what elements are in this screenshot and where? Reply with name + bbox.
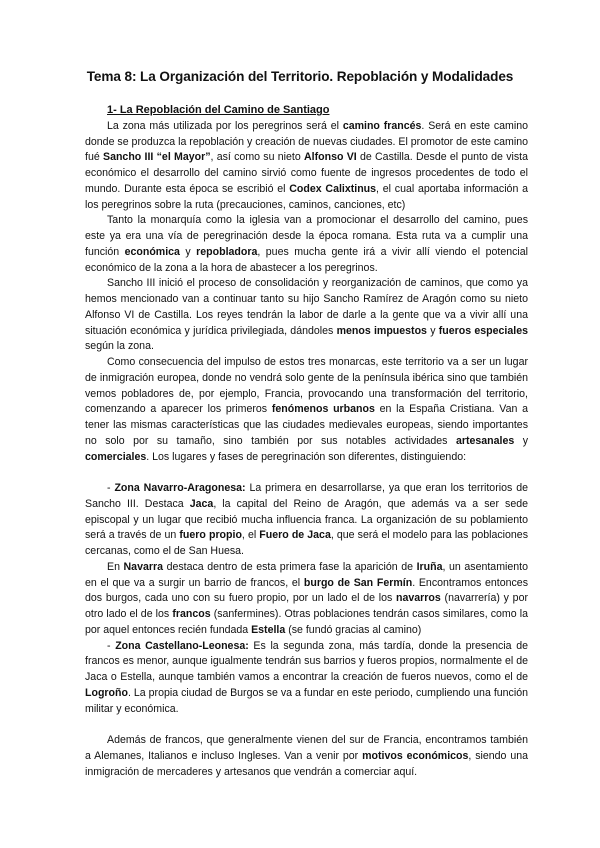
paragraph-otros-inmigrantes: Además de francos, que generalmente vienen del sur de Francia, encontramos también a Alemanes, Italianos e incluso Ingleses. Van a venir por motivos económicos, siendo una inmigración de mercaderes y artesanos que vendrán a comerciar aquí. <box>85 734 528 778</box>
paragraph-inmigracion-europea: Como consecuencia del impulso de estos tres monarcas, este territorio va a ser un lugar de inmigración europea, donde no vendrá solo gente de la península ibérica sino que también vemos pobladores de, por ejemplo, Francia, provocando una transformación del territorio, comenzando a aparecer los primeros fenómenos urbanos en la España Cristiana. Van a tener las mismas características que las ciudades medievales europeas, siendo importantes no solo por su tamaño, sino también por sus notables actividades artesanales y comerciales. Los lugares y fases de peregrinación son diferentes, distinguiendo: <box>85 356 528 463</box>
document-body <box>85 103 528 780</box>
section-heading: 1- La Repoblación del Camino de Santiago <box>107 104 330 116</box>
paragraph-sancho-iii: Sancho III inició el proceso de consolidación y reorganización de caminos, que como ya hemos mencionado van a continuar tanto su hijo Sancho Ramírez de Aragón como su nieto Alfonso VI de Castilla. Los reyes tendrán la labor de darle a la gente que va a vivir allí una situación económica y jurídica privilegiada, dándoles menos impuestos y fueros especiales según la zona. <box>85 277 528 353</box>
page-title: Tema 8: La Organización del Territorio. Repoblación y Modalidades <box>86 69 514 84</box>
paragraph-zona-navarro-aragonesa: - Zona Navarro-Aragonesa: La primera en desarrollarse, ya que eran los territorios de Sancho III. Destaca Jaca, la capital del Reino de Aragón, que además va a ser sede episcopal y un lugar que recibió mucha influencia franca. La organización de su poblamiento será a través de un fuero propio, el Fuero de Jaca, que será el modelo para las poblaciones cercanas, como el de San Huesa. <box>85 482 528 557</box>
paragraph-camino-frances: La zona más utilizada por los peregrinos será el camino francés. Será en este camino donde se produzca la repoblación y creación de nuevas ciudades. El promotor de este camino fué Sancho III “el Mayor”, así como su nieto Alfonso VI de Castilla. Desde el punto de vista económico el desarrollo del camino sirvió como fuente de ingresos procedentes de todo el mundo. Durante esta época se escribió el Codex Calixtinus, el cual aportaba información a los peregrinos sobre la ruta (precauciones, caminos, canciones, etc) <box>85 119 529 211</box>
paragraph-navarra: En Navarra destaca dentro de esta primera fase la aparición de Iruña, un asentamiento en el que va a surgir un barrio de francos, el burgo de San Fermín. Encontramos entonces dos burgos, cada uno con su fuero propio, por un lado el de los navarros (navarrería) y por otro lado el de los francos (sanfermines). Otras poblaciones tendrán casos similares, como la por aquel entonces recién fundada Estella (se fundó gracias al camino) <box>85 560 528 636</box>
paragraph-zona-castellano-leonesa: - Zona Castellano-Leonesa: Es la segunda zona, más tardía, donde la presencia de francos es menor, aunque igualmente tendrán sus barrios y fueros propios, normalmente el de Jaca o Estella, aunque también vamos a encontrar la creación de fueros nuevos, como el de Logroño. La propia ciudad de Burgos se va a fundar en este periodo, cumpliendo una función militar y económica. <box>85 639 528 715</box>
paragraph-monarquia-iglesia: Tanto la monarquía como la iglesia van a promocionar el desarrollo del camino, pues este ya era una vía de peregrinación desde la época romana. Esta ruta va a cumplir una función económica y repobladora, pues mucha gente irá a vivir allí viendo el potencial económico de la zona a la hora de abastecer a los peregrinos. <box>85 214 528 274</box>
